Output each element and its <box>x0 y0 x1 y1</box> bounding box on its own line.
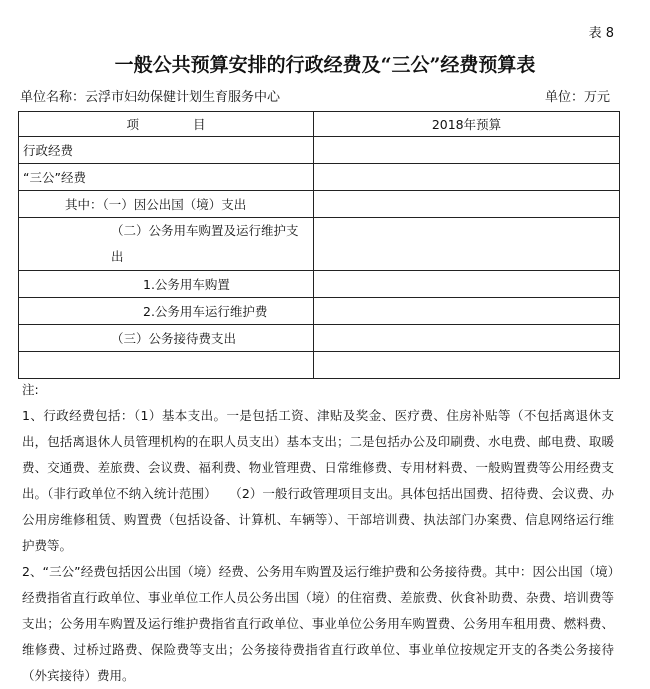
table-row <box>19 218 620 271</box>
row-label: 2.公务用车运行维护费 <box>19 298 314 325</box>
table-number: 表 8 <box>588 26 614 41</box>
row-value <box>313 191 619 218</box>
row-value <box>313 325 619 352</box>
note-2: 2、“三公”经费包括因公出国（境）经费、公务用车购置及运行维护费和公务接待费。其中：因公出国（境）经费指省直行政单位、事业单位工作人员公务出国（境）的住宿费、差旅费、伙食补助费、杂费、培训费等支出；公务用车购置及运行维护费指省直行政单位、事业单位公务用车购置费、公务用车租用费、燃料费、维修费、过桥过路费、保险费等支出；公务接待费指省直行政单位、事业单位按规定开支的各类公务接待（外宾接待）费用。 <box>22 564 614 683</box>
header-item <box>19 112 314 137</box>
note-1: 1、行政经费包括：（1）基本支出。一是包括工资、津贴及奖金、医疗费、住房补贴等（不包括离退休支出，包括离退休人员管理机构的在职人员支出）基本支出；二是包括办公及印刷费、水电费、邮电费、取暖费、交通费、差旅费、会议费、福利费、物业管理费、日常维修费、专用材料费、一般购置费等公用经费支出。（非行政单位不纳入统计范围） （2）一般行政管理项目支出。具体包括出国费、招待费、会议费、办公用房维修租赁、购置费（包括设备、计算机、车辆等）、干部培训费、执法部门办案费、信息网络运行维护费等。 <box>22 408 614 553</box>
row-value <box>313 271 619 298</box>
table-row <box>19 325 620 352</box>
table-row <box>19 271 620 298</box>
table-row <box>19 137 620 164</box>
header-item-part2: 目 <box>192 117 206 132</box>
row-label: “三公”经费 <box>19 164 314 191</box>
table-row <box>19 298 620 325</box>
row-label: 其中：（一）因公出国（境）支出 <box>19 191 314 218</box>
row-value <box>313 137 619 164</box>
header-year-budget: 2018年预算 <box>313 112 619 137</box>
row-label: （三）公务接待费支出 <box>19 325 314 352</box>
row-value <box>313 164 619 191</box>
row-value <box>313 352 619 379</box>
unit-label: 单位：万元 <box>544 90 610 105</box>
row-label: （二）公务用车购置及运行维护支出 <box>19 218 314 271</box>
document-title: 一般公共预算安排的行政经费及“三公”经费预算表 <box>114 54 536 76</box>
row-value <box>313 218 619 271</box>
row-label <box>19 352 314 379</box>
row-label: 1.公务用车购置 <box>19 271 314 298</box>
notes-section <box>22 377 614 689</box>
header-item-part1: 项 <box>126 117 139 132</box>
table-header-row <box>19 112 620 137</box>
budget-table <box>18 111 620 379</box>
notes-heading: 注: <box>22 382 39 397</box>
table-row <box>19 352 620 379</box>
unit-name: 单位名称：云浮市妇幼保健计划生育服务中心 <box>20 90 281 105</box>
table-row <box>19 191 620 218</box>
table-row <box>19 164 620 191</box>
row-value <box>313 298 619 325</box>
row-label: 行政经费 <box>19 137 314 164</box>
